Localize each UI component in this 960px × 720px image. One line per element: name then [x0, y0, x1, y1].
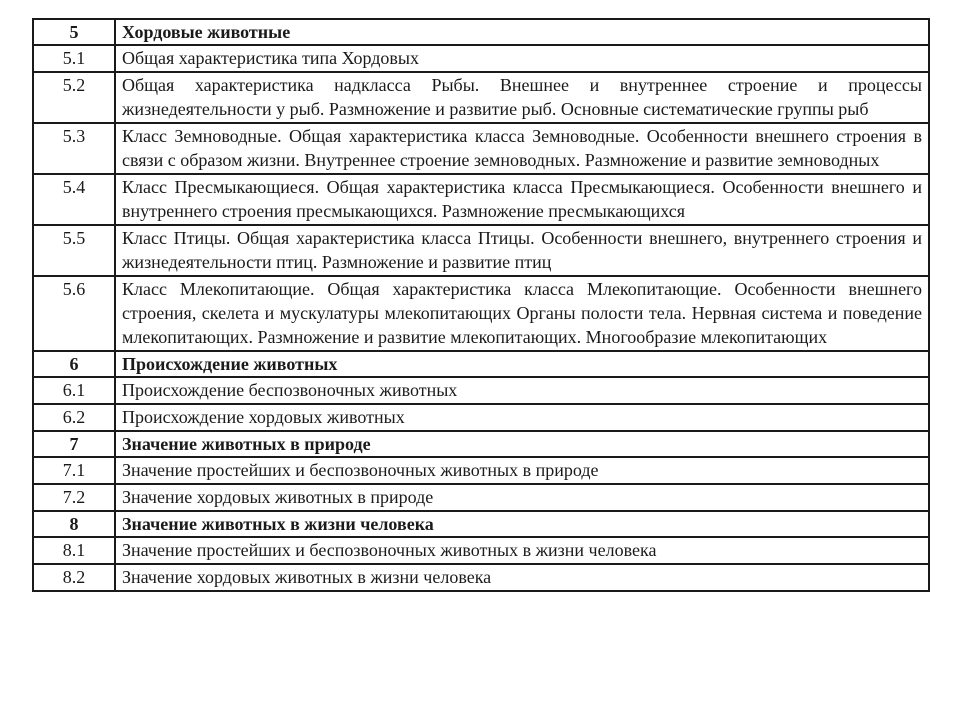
table-row	[33, 276, 929, 351]
row-number: 5.2	[33, 72, 115, 123]
row-text: Значение простейших и беспозвоночных животных в жизни человека	[115, 537, 929, 564]
row-text: Происхождение беспозвоночных животных	[115, 377, 929, 404]
section-row	[33, 431, 929, 457]
row-number: 5.5	[33, 225, 115, 276]
table-row	[33, 377, 929, 404]
row-text: Общая характеристика типа Хордовых	[115, 45, 929, 72]
row-text: Значение простейших и беспозвоночных животных в природе	[115, 457, 929, 484]
row-number: 7.1	[33, 457, 115, 484]
table-row	[33, 45, 929, 72]
row-text: Класс Пресмыкающиеся. Общая характеристика класса Пресмыкающиеся. Особенности внешнего и внутреннего строения пресмыкающихся. Размножение пресмыкающихся	[115, 174, 929, 225]
row-number: 5.6	[33, 276, 115, 351]
row-text: Значение хордовых животных в природе	[115, 484, 929, 511]
row-text: Класс Птицы. Общая характеристика класса Птицы. Особенности внешнего, внутреннего строения и жизнедеятельности птиц. Размножение и развитие птиц	[115, 225, 929, 276]
table-row	[33, 123, 929, 174]
row-number: 8.2	[33, 564, 115, 591]
table-row	[33, 404, 929, 431]
row-number: 7.2	[33, 484, 115, 511]
table-row	[33, 484, 929, 511]
table-row	[33, 457, 929, 484]
row-number: 5.3	[33, 123, 115, 174]
table-row	[33, 174, 929, 225]
row-text: Класс Земноводные. Общая характеристика класса Земноводные. Особенности внешнего строения в связи с образом жизни. Внутреннее строение земноводных. Размножение и развитие земноводных	[115, 123, 929, 174]
row-number: 5	[33, 19, 115, 45]
row-number: 8	[33, 511, 115, 537]
row-number: 6.2	[33, 404, 115, 431]
row-number: 7	[33, 431, 115, 457]
row-number: 6.1	[33, 377, 115, 404]
row-number: 5.1	[33, 45, 115, 72]
curriculum-table	[32, 18, 930, 592]
section-row	[33, 351, 929, 377]
row-text: Значение хордовых животных в жизни человека	[115, 564, 929, 591]
row-text: Хордовые животные	[115, 19, 929, 45]
row-text: Общая характеристика надкласса Рыбы. Внешнее и внутреннее строение и процессы жизнедеятельности у рыб. Размножение и развитие рыб. Основные систематические группы рыб	[115, 72, 929, 123]
row-text: Класс Млекопитающие. Общая характеристика класса Млекопитающие. Особенности внешнего строения, скелета и мускулатуры млекопитающих Органы полости тела. Нервная система и поведение млекопитающих. Размножение и развитие млекопитающих. Многообразие млекопитающих	[115, 276, 929, 351]
row-number: 5.4	[33, 174, 115, 225]
row-text: Происхождение хордовых животных	[115, 404, 929, 431]
section-row	[33, 511, 929, 537]
section-row	[33, 19, 929, 45]
row-text: Происхождение животных	[115, 351, 929, 377]
row-number: 6	[33, 351, 115, 377]
row-number: 8.1	[33, 537, 115, 564]
row-text: Значение животных в жизни человека	[115, 511, 929, 537]
table-row	[33, 72, 929, 123]
table-row	[33, 537, 929, 564]
table-row	[33, 564, 929, 591]
table-row	[33, 225, 929, 276]
row-text: Значение животных в природе	[115, 431, 929, 457]
